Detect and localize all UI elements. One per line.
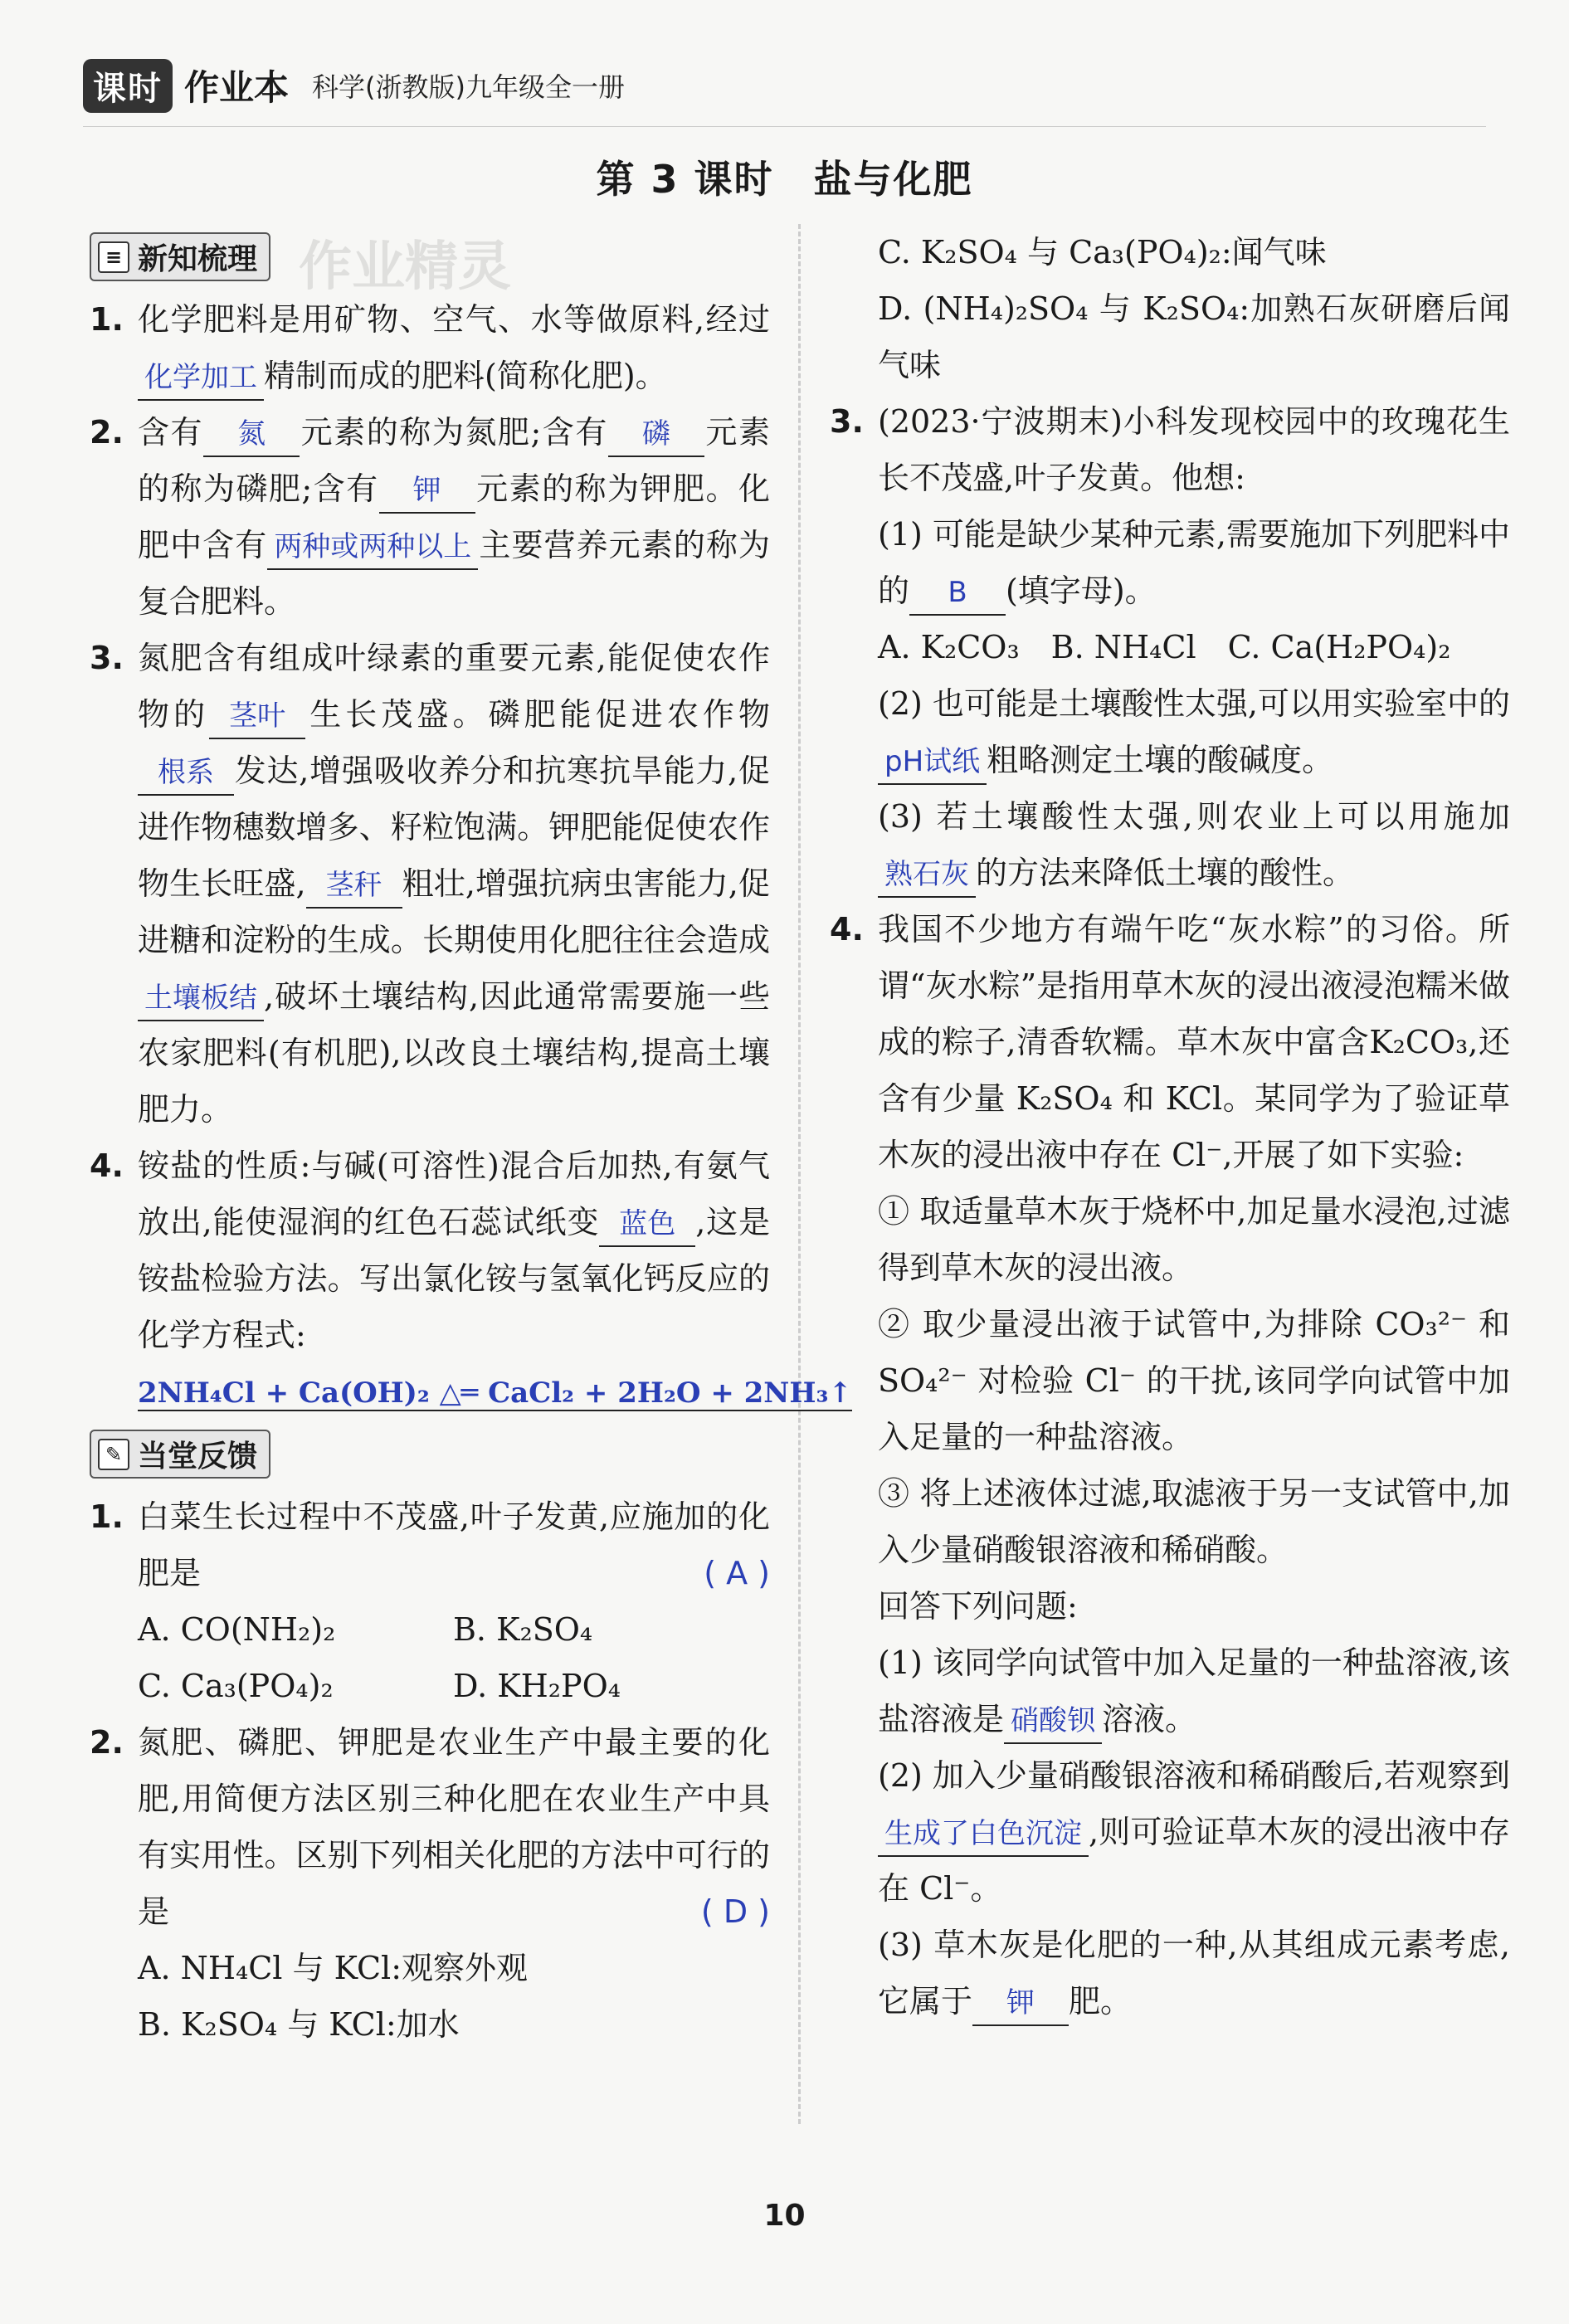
page-number: 10 (763, 2199, 806, 2233)
answer-blank: B (909, 571, 1006, 616)
option-d: D. (NH₄)₂SO₄ 与 K₂SO₄:加熟石灰研磨后闻气味 (878, 290, 1510, 383)
left-column (90, 224, 852, 2053)
options: C. Ca₃(PO₄)₂ D. KH₂PO₄ (138, 1668, 621, 1704)
notebook-icon: ≡ (98, 241, 129, 273)
option-c: C. K₂SO₄ 与 Ca₃(PO₄)₂:闻气味 (878, 234, 1327, 270)
knowledge-q3: 3. 氮肥含有组成叶绿素的重要元素,能促使农作物的 茎叶 生长茂盛。磷肥能促进农作物根系 发达,增强吸收养分和抗寒抗旱能力,促进作物穗数增多、籽粒饱满。钾肥能促使农作物生长旺盛, 茎秆 粗壮,增强抗病虫害能力,促进糖和淀粉的生成。长期使用化肥往往会造成土壤板结 ,破坏土壤结构,因此通常需要施一些农家肥料(有机肥),以改良土壤结构,提高土壤肥力。 (90, 640, 770, 1128)
answer-blank: 根系 (138, 751, 234, 796)
watermark: 作业精灵 (299, 236, 511, 298)
answer-blank: 硝酸钡 (1004, 1699, 1102, 1744)
options: A. CO(NH₂)₂ B. K₂SO₄ (138, 1611, 593, 1648)
step-2: ② 取少量浸出液于试管中,为排除 CO₃²⁻ 和 SO₄²⁻ 对检验 Cl⁻ 的干扰,该同学向试管中加入足量的一种盐溶液。 (878, 1306, 1510, 1455)
lesson-title: 第 3 课时 盐与化肥 (596, 157, 973, 202)
column-divider (798, 224, 801, 2124)
feedback-q2: 2. 氮肥、磷肥、钾肥是农业生产中最主要的化肥,用简便方法区别三种化肥在农业生产中具有实用性。区别下列相关化肥的方法中可行的是 ( D ) A. NH₄Cl 与 KCl:观察外观 B. K₂SO₄ 与 KCl:加水 (90, 1714, 770, 2053)
feedback-q4: 4. 我国不少地方有端午吃“灰水粽”的习俗。所谓“灰水粽”是指用草木灰的浸出液浸泡糯米做成的粽子,清香软糯。草木灰中富含K₂CO₃,还含有少量 K₂SO₄ 和 KCl。某同学为了验证草木灰的浸出液中存在 Cl⁻,开展了如下实验: ① 取适量草木灰于烧杯中,加足量水浸泡,过滤得到草木灰的浸出液。 ② 取少量浸出液于试管中,为排除 CO₃²⁻ 和 SO₄²⁻ 对检验 Cl⁻ 的干扰,该同学向试管中加入足量的一种盐溶液。 ③ 将上述液体过滤,取滤液于另一支试管中,加入少量硝酸银溶液和稀硝酸。 回答下列问题: (1) 该同学向试管中加入足量的一种盐溶液,该盐溶液是 硝酸钡 溶液。 (2) 加入少量硝酸银溶液和稀硝酸后,若观察到生成了白色沉淀 ,则可验证草木灰的浸出液中存在 Cl⁻。 (3) 草木灰是化肥的一种,从其组成元素考虑,它属于 钾 肥。 (830, 901, 1510, 2029)
answer-blank: 两种或两种以上 (267, 525, 478, 570)
right-column (830, 224, 1510, 2029)
answer-blank: 土壤板结 (138, 977, 264, 1021)
header-divider (83, 126, 1486, 127)
answer-blank: pH试纸 (878, 740, 987, 785)
feedback-q3: 3. (2023·宁波期末)小科发现校园中的玫瑰花生长不茂盛,叶子发黄。他想: (1) 可能是缺少某种元素,需要施加下列肥料中的 B (填字母)。 A. K₂CO₃ B. NH₄Cl C. Ca(H₂PO₄)₂ (2) 也可能是土壤酸性太强,可以用实验室中的pH试纸 粗略测定土壤的酸碱度。 (3) 若土壤酸性太强,则农业上可以用施加熟石灰 的方法来降低土壤的酸性。 (830, 393, 1510, 901)
answer-blank: 氮 (203, 412, 300, 457)
answer-blank: 蓝色 (599, 1202, 695, 1247)
logo: 课时 (83, 59, 173, 113)
knowledge-q4: 4. 铵盐的性质:与碱(可溶性)混合后加热,有氨气放出,能使湿润的红色石蕊试纸变 蓝色 ,这是铵盐检验方法。写出氯化铵与氢氧化钙反应的化学方程式: 2NH₄Cl + Ca(OH)₂ △═ CaCl₂ + 2H₂O + 2NH₃↑ (90, 1147, 852, 1410)
answer-blank: 熟石灰 (878, 853, 976, 898)
option-a: A. NH₄Cl 与 KCl:观察外观 (138, 1950, 529, 1986)
answer-blank: 生成了白色沉淀 (878, 1812, 1089, 1857)
answer-blank: 钾 (379, 469, 475, 514)
answer-blank: 茎叶 (209, 694, 305, 739)
knowledge-q1: 1. 化学肥料是用矿物、空气、水等做原料,经过化学加工 精制而成的肥料(简称化肥)。 (90, 291, 770, 404)
step-3: ③ 将上述液体过滤,取滤液于另一支试管中,加入少量硝酸银溶液和稀硝酸。 (878, 1475, 1510, 1568)
step-1: ① 取适量草木灰于烧杯中,加足量水浸泡,过滤得到草木灰的浸出液。 (878, 1193, 1510, 1286)
pencil-icon: ✎ (98, 1439, 129, 1470)
feedback-q1: 1. 白菜生长过程中不茂盛,叶子发黄,应施加的化肥是 ( A ) A. CO(NH₂)₂ B. K₂SO₄ C. Ca₃(PO₄)₂ D. KH₂PO₄ (90, 1488, 770, 1714)
options: A. K₂CO₃ B. NH₄Cl C. Ca(H₂PO₄)₂ (878, 629, 1451, 665)
knowledge-q2: 2. 含有 氮 元素的称为氮肥;含有 磷 元素的称为磷肥;含有 钾 元素的称为钾肥。化肥中含有 两种或两种以上 主要营养元素的称为复合肥料。 (90, 414, 770, 620)
answer-blank: 磷 (608, 412, 704, 457)
question-prompt: 回答下列问题: (878, 1588, 1078, 1625)
section-feedback: ✎ 当堂反馈 (90, 1430, 270, 1479)
section-new-knowledge: ≡ 新知梳理 (90, 232, 270, 281)
answer-choice: ( D ) (700, 1893, 770, 1930)
answer-blank: 茎秆 (306, 864, 402, 909)
header (83, 56, 625, 114)
subject-label: 科学(浙教版)九年级全一册 (312, 71, 625, 103)
chemical-equation: 2NH₄Cl + Ca(OH)₂ △═ CaCl₂ + 2H₂O + 2NH₃↑ (138, 1376, 852, 1410)
answer-choice: ( A ) (704, 1555, 770, 1591)
answer-blank: 化学加工 (138, 356, 264, 401)
logo-text: 作业本 (184, 67, 290, 108)
option-b: B. K₂SO₄ 与 KCl:加水 (138, 2006, 460, 2043)
answer-blank: 钾 (972, 1981, 1069, 2026)
